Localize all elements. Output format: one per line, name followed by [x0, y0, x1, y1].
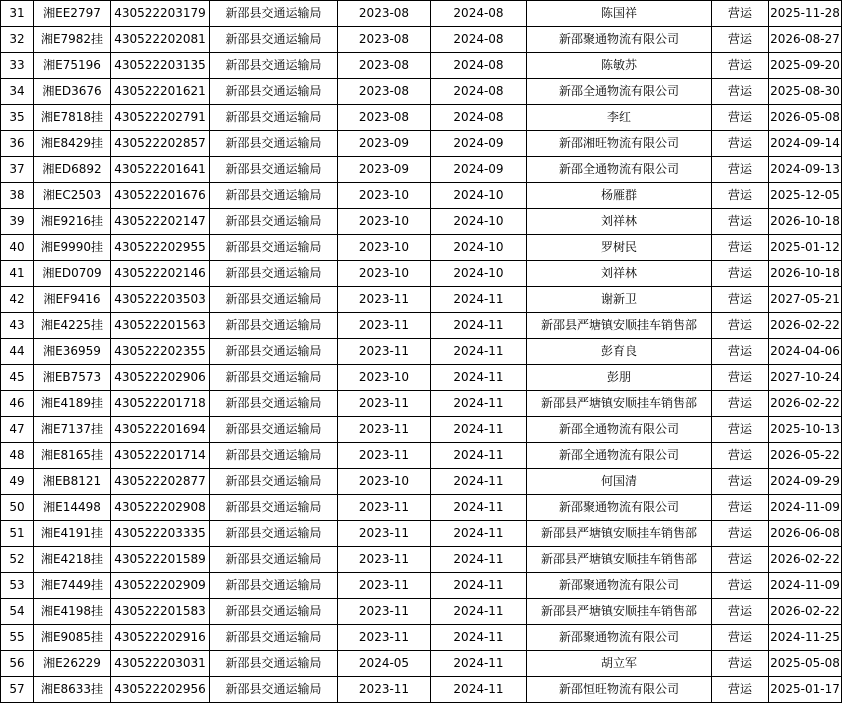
usage-type-cell: 营运: [712, 599, 769, 625]
vehicle-code-cell: 430522201718: [111, 391, 210, 417]
table-row: [1, 547, 842, 573]
review-date-cell: 2024-11: [431, 651, 527, 677]
table-row: [1, 1, 842, 27]
authority-cell: 新邵县交通运输局: [210, 495, 338, 521]
row-number-cell: 45: [1, 365, 34, 391]
usage-type-cell: 营运: [712, 625, 769, 651]
table-row: [1, 521, 842, 547]
owner-cell: 陈敏苏: [527, 53, 712, 79]
authority-cell: 新邵县交通运输局: [210, 391, 338, 417]
authority-cell: 新邵县交通运输局: [210, 417, 338, 443]
review-date-cell: 2024-09: [431, 131, 527, 157]
issue-date-cell: 2023-10: [338, 235, 431, 261]
table-row: [1, 365, 842, 391]
review-date-cell: 2024-10: [431, 235, 527, 261]
usage-type-cell: 营运: [712, 495, 769, 521]
usage-type-cell: 营运: [712, 209, 769, 235]
issue-date-cell: 2023-11: [338, 547, 431, 573]
owner-cell: 新邵县严塘镇安顺挂车销售部: [527, 521, 712, 547]
vehicle-code-cell: 430522202857: [111, 131, 210, 157]
usage-type-cell: 营运: [712, 365, 769, 391]
table-body: [1, 1, 842, 703]
usage-type-cell: 营运: [712, 547, 769, 573]
usage-type-cell: 营运: [712, 235, 769, 261]
usage-type-cell: 营运: [712, 183, 769, 209]
table-row: [1, 261, 842, 287]
row-number-cell: 32: [1, 27, 34, 53]
issue-date-cell: 2023-08: [338, 27, 431, 53]
authority-cell: 新邵县交通运输局: [210, 365, 338, 391]
authority-cell: 新邵县交通运输局: [210, 131, 338, 157]
issue-date-cell: 2023-08: [338, 53, 431, 79]
issue-date-cell: 2023-10: [338, 183, 431, 209]
expiry-date-cell: 2025-01-12: [769, 235, 842, 261]
row-number-cell: 43: [1, 313, 34, 339]
authority-cell: 新邵县交通运输局: [210, 27, 338, 53]
usage-type-cell: 营运: [712, 339, 769, 365]
issue-date-cell: 2023-11: [338, 677, 431, 703]
plate-number-cell: 湘E4191挂: [34, 521, 111, 547]
expiry-date-cell: 2027-05-21: [769, 287, 842, 313]
expiry-date-cell: 2026-10-18: [769, 209, 842, 235]
table-row: [1, 183, 842, 209]
issue-date-cell: 2023-11: [338, 495, 431, 521]
owner-cell: 新邵县严塘镇安顺挂车销售部: [527, 599, 712, 625]
authority-cell: 新邵县交通运输局: [210, 651, 338, 677]
review-date-cell: 2024-11: [431, 339, 527, 365]
vehicle-code-cell: 430522203503: [111, 287, 210, 313]
owner-cell: 新邵聚通物流有限公司: [527, 625, 712, 651]
issue-date-cell: 2023-10: [338, 209, 431, 235]
usage-type-cell: 营运: [712, 131, 769, 157]
issue-date-cell: 2023-11: [338, 417, 431, 443]
review-date-cell: 2024-10: [431, 183, 527, 209]
table-row: [1, 105, 842, 131]
vehicle-code-cell: 430522201583: [111, 599, 210, 625]
issue-date-cell: 2024-05: [338, 651, 431, 677]
usage-type-cell: 营运: [712, 313, 769, 339]
review-date-cell: 2024-11: [431, 521, 527, 547]
owner-cell: 新邵聚通物流有限公司: [527, 27, 712, 53]
authority-cell: 新邵县交通运输局: [210, 261, 338, 287]
table-row: [1, 677, 842, 703]
authority-cell: 新邵县交通运输局: [210, 469, 338, 495]
vehicle-code-cell: 430522202081: [111, 27, 210, 53]
issue-date-cell: 2023-11: [338, 521, 431, 547]
owner-cell: 新邵湘旺物流有限公司: [527, 131, 712, 157]
table-row: [1, 651, 842, 677]
usage-type-cell: 营运: [712, 573, 769, 599]
expiry-date-cell: 2026-02-22: [769, 391, 842, 417]
owner-cell: 刘祥林: [527, 261, 712, 287]
vehicle-code-cell: 430522202146: [111, 261, 210, 287]
authority-cell: 新邵县交通运输局: [210, 157, 338, 183]
review-date-cell: 2024-11: [431, 599, 527, 625]
authority-cell: 新邵县交通运输局: [210, 625, 338, 651]
authority-cell: 新邵县交通运输局: [210, 443, 338, 469]
owner-cell: 新邵全通物流有限公司: [527, 443, 712, 469]
usage-type-cell: 营运: [712, 261, 769, 287]
expiry-date-cell: 2025-09-20: [769, 53, 842, 79]
owner-cell: 新邵恒旺物流有限公司: [527, 677, 712, 703]
plate-number-cell: 湘E7449挂: [34, 573, 111, 599]
row-number-cell: 40: [1, 235, 34, 261]
authority-cell: 新邵县交通运输局: [210, 209, 338, 235]
review-date-cell: 2024-11: [431, 313, 527, 339]
review-date-cell: 2024-11: [431, 287, 527, 313]
row-number-cell: 57: [1, 677, 34, 703]
expiry-date-cell: 2026-02-22: [769, 313, 842, 339]
expiry-date-cell: 2025-08-30: [769, 79, 842, 105]
review-date-cell: 2024-11: [431, 391, 527, 417]
plate-number-cell: 湘E9085挂: [34, 625, 111, 651]
expiry-date-cell: 2027-10-24: [769, 365, 842, 391]
expiry-date-cell: 2025-05-08: [769, 651, 842, 677]
plate-number-cell: 湘ED6892: [34, 157, 111, 183]
usage-type-cell: 营运: [712, 521, 769, 547]
plate-number-cell: 湘E4189挂: [34, 391, 111, 417]
owner-cell: 彭朋: [527, 365, 712, 391]
plate-number-cell: 湘E4225挂: [34, 313, 111, 339]
row-number-cell: 55: [1, 625, 34, 651]
review-date-cell: 2024-09: [431, 157, 527, 183]
owner-cell: 胡立军: [527, 651, 712, 677]
row-number-cell: 35: [1, 105, 34, 131]
expiry-date-cell: 2025-01-17: [769, 677, 842, 703]
vehicle-code-cell: 430522201676: [111, 183, 210, 209]
expiry-date-cell: 2025-10-13: [769, 417, 842, 443]
owner-cell: 罗树民: [527, 235, 712, 261]
vehicle-code-cell: 430522201641: [111, 157, 210, 183]
authority-cell: 新邵县交通运输局: [210, 599, 338, 625]
plate-number-cell: 湘EC2503: [34, 183, 111, 209]
plate-number-cell: 湘E7137挂: [34, 417, 111, 443]
plate-number-cell: 湘E4218挂: [34, 547, 111, 573]
plate-number-cell: 湘E4198挂: [34, 599, 111, 625]
issue-date-cell: 2023-11: [338, 625, 431, 651]
authority-cell: 新邵县交通运输局: [210, 313, 338, 339]
review-date-cell: 2024-11: [431, 495, 527, 521]
issue-date-cell: 2023-10: [338, 469, 431, 495]
expiry-date-cell: 2026-10-18: [769, 261, 842, 287]
owner-cell: 何国清: [527, 469, 712, 495]
issue-date-cell: 2023-08: [338, 105, 431, 131]
table-row: [1, 417, 842, 443]
authority-cell: 新邵县交通运输局: [210, 547, 338, 573]
authority-cell: 新邵县交通运输局: [210, 183, 338, 209]
plate-number-cell: 湘E8633挂: [34, 677, 111, 703]
row-number-cell: 33: [1, 53, 34, 79]
expiry-date-cell: 2026-05-22: [769, 443, 842, 469]
usage-type-cell: 营运: [712, 287, 769, 313]
row-number-cell: 49: [1, 469, 34, 495]
plate-number-cell: 湘EF9416: [34, 287, 111, 313]
table-row: [1, 209, 842, 235]
plate-number-cell: 湘EB8121: [34, 469, 111, 495]
expiry-date-cell: 2024-09-14: [769, 131, 842, 157]
owner-cell: 新邵聚通物流有限公司: [527, 495, 712, 521]
review-date-cell: 2024-10: [431, 261, 527, 287]
table-row: [1, 79, 842, 105]
expiry-date-cell: 2024-09-13: [769, 157, 842, 183]
plate-number-cell: 湘E8429挂: [34, 131, 111, 157]
review-date-cell: 2024-11: [431, 547, 527, 573]
authority-cell: 新邵县交通运输局: [210, 573, 338, 599]
usage-type-cell: 营运: [712, 53, 769, 79]
expiry-date-cell: 2024-11-25: [769, 625, 842, 651]
row-number-cell: 50: [1, 495, 34, 521]
vehicle-code-cell: 430522202955: [111, 235, 210, 261]
authority-cell: 新邵县交通运输局: [210, 287, 338, 313]
owner-cell: 新邵县严塘镇安顺挂车销售部: [527, 313, 712, 339]
usage-type-cell: 营运: [712, 677, 769, 703]
authority-cell: 新邵县交通运输局: [210, 235, 338, 261]
table-row: [1, 157, 842, 183]
row-number-cell: 42: [1, 287, 34, 313]
usage-type-cell: 营运: [712, 443, 769, 469]
owner-cell: 刘祥林: [527, 209, 712, 235]
table-row: [1, 339, 842, 365]
owner-cell: 杨雁群: [527, 183, 712, 209]
authority-cell: 新邵县交通运输局: [210, 105, 338, 131]
authority-cell: 新邵县交通运输局: [210, 79, 338, 105]
issue-date-cell: 2023-11: [338, 339, 431, 365]
authority-cell: 新邵县交通运输局: [210, 53, 338, 79]
review-date-cell: 2024-10: [431, 209, 527, 235]
vehicle-code-cell: 430522202906: [111, 365, 210, 391]
vehicle-code-cell: 430522201589: [111, 547, 210, 573]
row-number-cell: 51: [1, 521, 34, 547]
authority-cell: 新邵县交通运输局: [210, 677, 338, 703]
vehicle-code-cell: 430522203135: [111, 53, 210, 79]
vehicle-code-cell: 430522202908: [111, 495, 210, 521]
table-row: [1, 235, 842, 261]
table-row: [1, 27, 842, 53]
vehicle-code-cell: 430522202147: [111, 209, 210, 235]
issue-date-cell: 2023-11: [338, 573, 431, 599]
expiry-date-cell: 2024-11-09: [769, 495, 842, 521]
review-date-cell: 2024-08: [431, 53, 527, 79]
authority-cell: 新邵县交通运输局: [210, 339, 338, 365]
owner-cell: 彭育良: [527, 339, 712, 365]
usage-type-cell: 营运: [712, 417, 769, 443]
review-date-cell: 2024-11: [431, 573, 527, 599]
row-number-cell: 38: [1, 183, 34, 209]
expiry-date-cell: 2025-11-28: [769, 1, 842, 27]
issue-date-cell: 2023-11: [338, 599, 431, 625]
expiry-date-cell: 2026-02-22: [769, 547, 842, 573]
row-number-cell: 54: [1, 599, 34, 625]
vehicle-code-cell: 430522201621: [111, 79, 210, 105]
issue-date-cell: 2023-11: [338, 313, 431, 339]
row-number-cell: 44: [1, 339, 34, 365]
row-number-cell: 47: [1, 417, 34, 443]
plate-number-cell: 湘E9216挂: [34, 209, 111, 235]
owner-cell: 新邵全通物流有限公司: [527, 417, 712, 443]
authority-cell: 新邵县交通运输局: [210, 521, 338, 547]
usage-type-cell: 营运: [712, 157, 769, 183]
vehicle-code-cell: 430522201694: [111, 417, 210, 443]
row-number-cell: 37: [1, 157, 34, 183]
row-number-cell: 48: [1, 443, 34, 469]
issue-date-cell: 2023-11: [338, 391, 431, 417]
issue-date-cell: 2023-11: [338, 287, 431, 313]
issue-date-cell: 2023-11: [338, 443, 431, 469]
row-number-cell: 41: [1, 261, 34, 287]
plate-number-cell: 湘E75196: [34, 53, 111, 79]
vehicle-code-cell: 430522203179: [111, 1, 210, 27]
review-date-cell: 2024-08: [431, 1, 527, 27]
usage-type-cell: 营运: [712, 391, 769, 417]
table-row: [1, 131, 842, 157]
expiry-date-cell: 2024-04-06: [769, 339, 842, 365]
vehicle-code-cell: 430522202877: [111, 469, 210, 495]
row-number-cell: 39: [1, 209, 34, 235]
review-date-cell: 2024-08: [431, 27, 527, 53]
review-date-cell: 2024-11: [431, 469, 527, 495]
vehicle-code-cell: 430522203031: [111, 651, 210, 677]
expiry-date-cell: 2026-06-08: [769, 521, 842, 547]
expiry-date-cell: 2025-12-05: [769, 183, 842, 209]
expiry-date-cell: 2026-08-27: [769, 27, 842, 53]
usage-type-cell: 营运: [712, 1, 769, 27]
table-row: [1, 625, 842, 651]
owner-cell: 陈国祥: [527, 1, 712, 27]
row-number-cell: 53: [1, 573, 34, 599]
review-date-cell: 2024-11: [431, 625, 527, 651]
issue-date-cell: 2023-08: [338, 79, 431, 105]
table-row: [1, 287, 842, 313]
review-date-cell: 2024-11: [431, 443, 527, 469]
issue-date-cell: 2023-08: [338, 1, 431, 27]
row-number-cell: 52: [1, 547, 34, 573]
vehicle-code-cell: 430522202791: [111, 105, 210, 131]
plate-number-cell: 湘EE2797: [34, 1, 111, 27]
table-row: [1, 53, 842, 79]
plate-number-cell: 湘E14498: [34, 495, 111, 521]
vehicle-code-cell: 430522202355: [111, 339, 210, 365]
usage-type-cell: 营运: [712, 469, 769, 495]
expiry-date-cell: 2026-05-08: [769, 105, 842, 131]
authority-cell: 新邵县交通运输局: [210, 1, 338, 27]
row-number-cell: 56: [1, 651, 34, 677]
owner-cell: 新邵县严塘镇安顺挂车销售部: [527, 391, 712, 417]
table-row: [1, 573, 842, 599]
plate-number-cell: 湘E7982挂: [34, 27, 111, 53]
plate-number-cell: 湘EB7573: [34, 365, 111, 391]
plate-number-cell: 湘E26229: [34, 651, 111, 677]
vehicle-code-cell: 430522202916: [111, 625, 210, 651]
plate-number-cell: 湘E9990挂: [34, 235, 111, 261]
owner-cell: 新邵全通物流有限公司: [527, 157, 712, 183]
usage-type-cell: 营运: [712, 105, 769, 131]
table-row: [1, 391, 842, 417]
plate-number-cell: 湘ED0709: [34, 261, 111, 287]
plate-number-cell: 湘E36959: [34, 339, 111, 365]
usage-type-cell: 营运: [712, 651, 769, 677]
row-number-cell: 46: [1, 391, 34, 417]
usage-type-cell: 营运: [712, 79, 769, 105]
owner-cell: 新邵全通物流有限公司: [527, 79, 712, 105]
row-number-cell: 31: [1, 1, 34, 27]
issue-date-cell: 2023-09: [338, 131, 431, 157]
plate-number-cell: 湘E8165挂: [34, 443, 111, 469]
table-row: [1, 599, 842, 625]
vehicle-code-cell: 430522201714: [111, 443, 210, 469]
review-date-cell: 2024-11: [431, 677, 527, 703]
vehicle-code-cell: 430522202956: [111, 677, 210, 703]
row-number-cell: 36: [1, 131, 34, 157]
issue-date-cell: 2023-10: [338, 261, 431, 287]
issue-date-cell: 2023-10: [338, 365, 431, 391]
owner-cell: 谢新卫: [527, 287, 712, 313]
table-row: [1, 443, 842, 469]
review-date-cell: 2024-11: [431, 365, 527, 391]
vehicle-code-cell: 430522203335: [111, 521, 210, 547]
expiry-date-cell: 2024-09-29: [769, 469, 842, 495]
review-date-cell: 2024-11: [431, 417, 527, 443]
row-number-cell: 34: [1, 79, 34, 105]
owner-cell: 新邵聚通物流有限公司: [527, 573, 712, 599]
owner-cell: 李红: [527, 105, 712, 131]
review-date-cell: 2024-08: [431, 79, 527, 105]
vehicle-code-cell: 430522201563: [111, 313, 210, 339]
table-row: [1, 469, 842, 495]
review-date-cell: 2024-08: [431, 105, 527, 131]
plate-number-cell: 湘ED3676: [34, 79, 111, 105]
vehicle-code-cell: 430522202909: [111, 573, 210, 599]
owner-cell: 新邵县严塘镇安顺挂车销售部: [527, 547, 712, 573]
table-row: [1, 313, 842, 339]
expiry-date-cell: 2026-02-22: [769, 599, 842, 625]
table-row: [1, 495, 842, 521]
expiry-date-cell: 2024-11-09: [769, 573, 842, 599]
usage-type-cell: 营运: [712, 27, 769, 53]
issue-date-cell: 2023-09: [338, 157, 431, 183]
plate-number-cell: 湘E7818挂: [34, 105, 111, 131]
